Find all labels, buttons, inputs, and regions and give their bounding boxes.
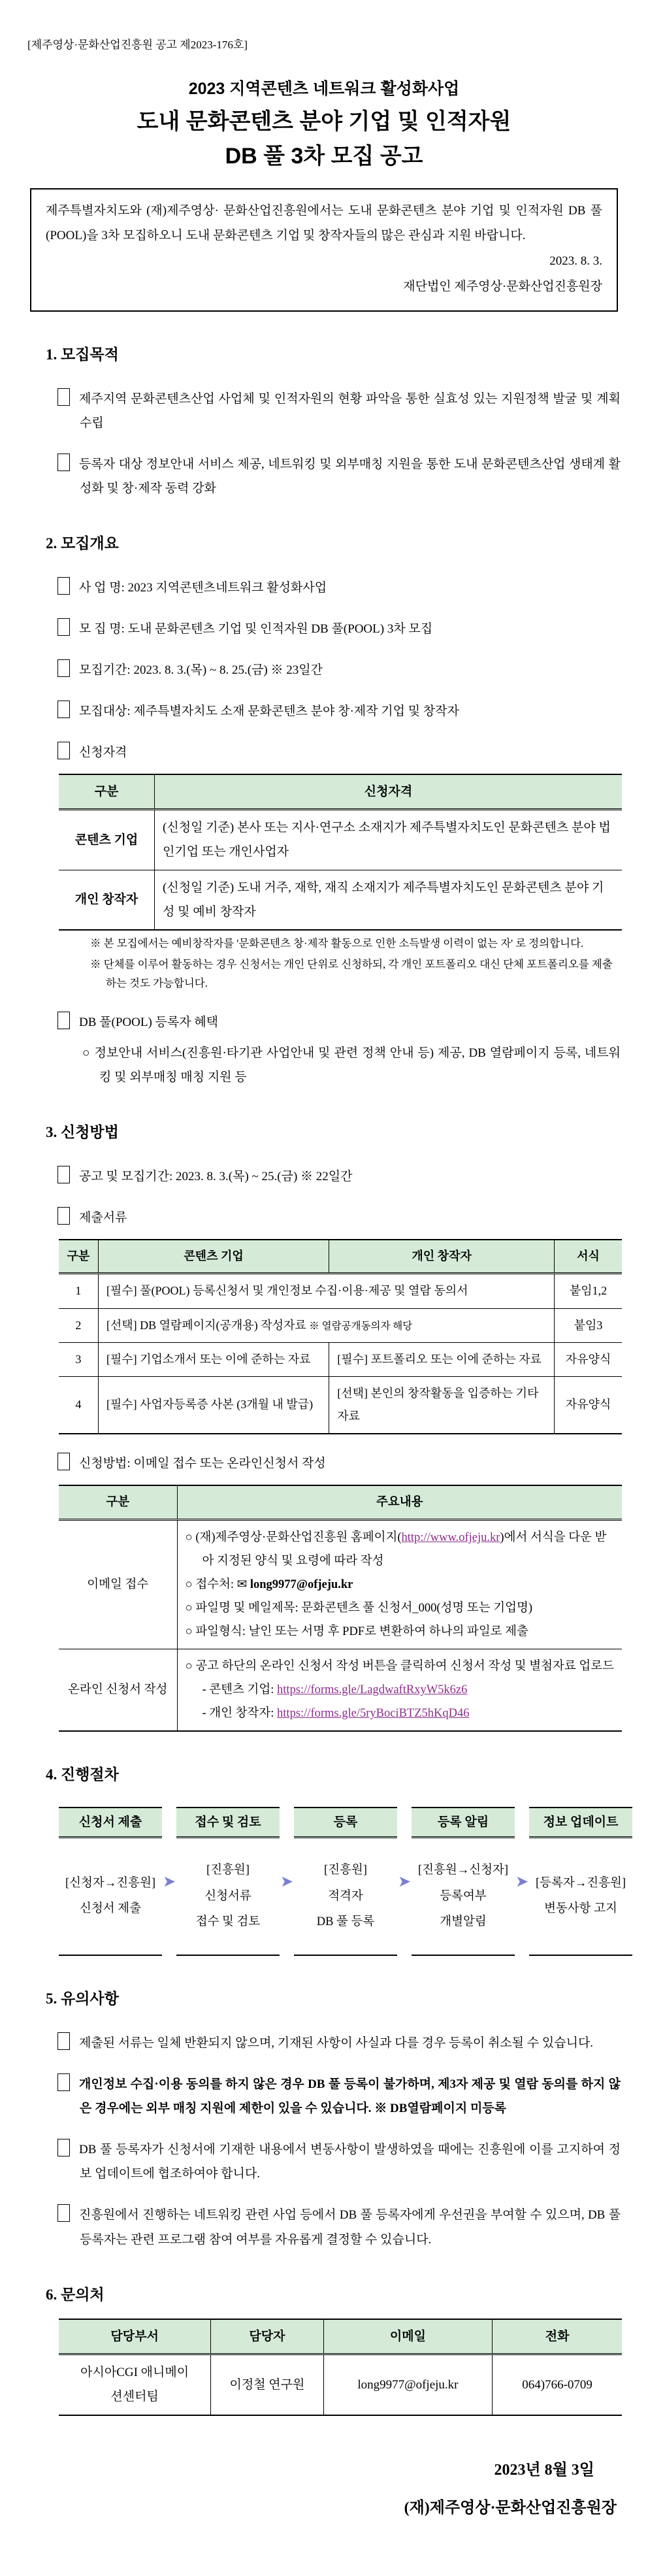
s5-item-1-text: 제출된 서류는 일체 반환되지 않으며, 기재된 사항이 사실과 다를 경우 등록이 취소될 수 있습니다. (79, 2036, 594, 2051)
intro-box (30, 188, 618, 312)
contact-phone: 064)766-0709 (493, 2354, 622, 2415)
section-3-title: 3. 신청방법 (46, 1124, 119, 1141)
docs-row1-no: 1 (59, 1274, 98, 1308)
intro-text: 제주특별자치도와 (재)제주영상· 문화산업진흥원에서는 도내 문화콘텐츠 분야 기업 및 인적자원 DB 풀(POOL)을 3차 모집하오니 도내 문화콘텐츠 기업 및 창작자들의 많은 관심과 지원 바랍니다. (46, 203, 602, 243)
s2-item-2 (57, 617, 621, 641)
s2-item-4 (57, 699, 621, 723)
table-row (59, 870, 622, 930)
method-col-type: 구분 (59, 1485, 177, 1520)
contact-col-phone: 전화 (493, 2319, 622, 2354)
s2-benefit (57, 1010, 621, 1034)
checkbox-icon (57, 2139, 70, 2156)
docs-row2-no: 2 (59, 1308, 98, 1342)
eligibility-note-1: ※ 본 모집에서는 예비창작자를 '문화콘텐츠 창·제작 활동으로 인한 소득발생 이력이 없는 자' 로 정의합니다. (90, 936, 584, 949)
s1-item-2 (57, 452, 621, 501)
flow-step-1-line2: 신청서 제출 (80, 1902, 141, 1916)
docs-row3-company: [필수] 기업소개서 또는 이에 준하는 자료 (98, 1342, 329, 1376)
section-5-title: 5. 유의사항 (46, 1990, 119, 2007)
section-6-title: 6. 문의처 (46, 2286, 105, 2303)
creator-form-link[interactable]: https://forms.gle/5ryBociBTZ5hKqD46 (277, 1707, 470, 1721)
s5-item-2-text: 개인정보 수집·이용 동의를 하지 않은 경우 DB 풀 등록이 불가하며, 제3자 제공 및 열람 동의를 하지 않은 경우에는 외부 매칭 지원에 제한이 있을 수 있습니다. ※ DB열람페이지 미등록 (79, 2077, 621, 2116)
flow-step-3-line3: DB 풀 등록 (316, 1915, 375, 1929)
s2-item-1-text: 사 업 명: 2023 지역콘텐츠네트워크 활성화사업 (79, 581, 327, 595)
doc-title-line1: 도내 문화콘텐츠 분야 기업 및 인적자원 (137, 109, 511, 135)
checkbox-icon (57, 1453, 70, 1470)
docs-row2-note: ※ 열람공개동의자 해당 (309, 1320, 413, 1332)
flow-step-notify (412, 1807, 515, 1956)
eligibility-col-desc: 신청자격 (155, 774, 622, 810)
email-line-3: ○ 파일명 및 메일제목: 문화콘텐츠 풀 신청서_000(성명 또는 기업명) (185, 1602, 533, 1615)
eligibility-row1-desc: (신청일 기준) 본사 또는 지사·연구소 소재지가 제주특별자치도인 문화콘텐츠 분야 법인기업 또는 개인사업자 (155, 810, 622, 870)
flow-step-4-line3: 개별알림 (440, 1915, 487, 1929)
docs-row4-company: [필수] 사업자등록증 사본 (3개월 내 발급) (98, 1376, 329, 1434)
checkbox-icon (57, 577, 70, 595)
checkbox-icon (57, 1207, 70, 1225)
flow-step-update (529, 1807, 632, 1956)
s2-item-2-text: 모 집 명: 도내 문화콘텐츠 기업 및 인적자원 DB 풀(POOL) 3차 모집 (79, 622, 433, 636)
table-row (59, 2354, 622, 2415)
s1-item-1 (57, 387, 621, 435)
method-email-label: 이메일 접수 (59, 1519, 177, 1649)
table-row (59, 1649, 622, 1732)
docs-col-company: 콘텐츠 기업 (98, 1240, 329, 1274)
intro-signature: 재단법인 제주영상·문화산업진흥원장 (403, 280, 602, 294)
checkbox-icon (57, 454, 70, 471)
email-line-4: ○ 파일형식: 날인 또는 서명 후 PDF로 변환하여 하나의 파일로 제출 (185, 1625, 528, 1639)
doc-title-line2: DB 풀 3차 모집 공고 (225, 143, 423, 169)
s5-item-2 (57, 2072, 621, 2121)
flow-step-3-line2: 적격자 (328, 1889, 363, 1903)
flow-step-4-line2: 등록여부 (440, 1889, 487, 1903)
online-company-pre: - 콘텐츠 기업: (202, 1683, 278, 1697)
s1-item-1-text: 제주지역 문화콘텐츠산업 사업체 및 인적자원의 현황 파악을 통한 실효성 있는 지원정책 발굴 및 계획 수립 (79, 392, 621, 431)
flow-step-4-body (412, 1838, 515, 1956)
s2-item-3 (57, 658, 621, 682)
flow-arrow-icon: ➤ (162, 1872, 176, 1891)
table-row (59, 810, 622, 870)
s5-item-4 (57, 2203, 621, 2251)
eligibility-table (59, 774, 622, 930)
flow-step-1-head: 신청서 제출 (59, 1807, 162, 1838)
flow-step-5-line2: 변동사항 고지 (544, 1902, 617, 1916)
checkbox-icon (57, 701, 70, 718)
s2-benefit-item: ○ 정보안내 서비스(진흥원·타기관 사업안내 및 관련 정책 안내 등) 제공, DB 열람페이지 등록, 네트워킹 및 외부매칭 매칭 지원 등 (82, 1046, 621, 1085)
eligibility-note-2: ※ 단체를 이루어 활동하는 경우 신청서는 개인 단위로 신청하되, 각 개인 포트폴리오 대신 단체 포트폴리오를 제출하는 것도 가능합니다. (90, 958, 613, 990)
s5-item-4-text: 진흥원에서 진행하는 네트워킹 관련 사업 등에서 DB 풀 등록자에게 우선권을 부여할 수 있으며, DB 풀 등록자는 관련 프로그램 참여 여부를 자유롭게 결정할 수 있습니다. (79, 2208, 621, 2247)
flow-step-4-line1: [진흥원→신청자] (417, 1863, 509, 1877)
docs-col-creator: 개인 창작자 (329, 1240, 555, 1274)
docs-row2-text: [선택] DB 열람페이지(공개용) 작성자료 (106, 1318, 306, 1332)
docs-col-form: 서식 (555, 1240, 622, 1274)
section-2-title: 2. 모집개요 (46, 535, 119, 552)
table-row (59, 1342, 622, 1376)
flow-step-1-line1: [신청자→진흥원] (65, 1876, 156, 1890)
s3-method-label (57, 1451, 621, 1476)
email-line1-pre: ○ (재)제주영상·문화산업진흥원 홈페이지( (185, 1530, 402, 1544)
docs-row1-content (98, 1274, 554, 1308)
notice-number: [제주영상·문화산업진흥원 공고 제2023-176호] (27, 39, 248, 51)
flow-step-5-body (529, 1838, 632, 1956)
email-line-2 (186, 1573, 614, 1596)
flow-step-review (176, 1807, 280, 1956)
eligibility-row2-type: 개인 창작자 (74, 893, 138, 907)
flow-step-2-line2: 신청서류 (204, 1889, 251, 1903)
s1-item-2-text: 등록자 대상 정보안내 서비스 제공, 네트워킹 및 외부매칭 지원을 통한 도내 문화콘텐츠산업 생태계 활성화 및 창·제작 동력 강화 (79, 457, 621, 496)
footer-date: 2023년 8월 3일 (494, 2461, 594, 2479)
s2-item-5-text: 신청자격 (79, 746, 127, 760)
flow-step-register (294, 1807, 397, 1956)
section-1-title: 1. 모집목적 (46, 346, 119, 363)
email-line2-pre: ○ 접수처: (185, 1578, 237, 1592)
s5-item-3 (57, 2138, 621, 2186)
s5-item-1 (57, 2031, 621, 2055)
checkbox-icon (57, 1012, 70, 1029)
section-4-title: 4. 진행절차 (46, 1766, 119, 1783)
table-row (59, 1519, 622, 1649)
checkbox-icon (57, 388, 70, 406)
flow-arrow-icon: ➤ (515, 1872, 529, 1891)
eligibility-col-type: 구분 (59, 774, 155, 810)
flow-step-1-body (59, 1838, 162, 1956)
online-creator-pre: - 개인 창작자: (202, 1707, 278, 1721)
email-line1-post: )에서 서식을 다운 받아 지정된 양식 및 요령에 따라 작성 (202, 1530, 607, 1568)
contact-person: 이정철 연구원 (211, 2354, 323, 2415)
s2-item-3-text: 모집기간: 2023. 8. 3.(목) ~ 8. 25.(금) ※ 23일간 (79, 663, 323, 678)
docs-row3-no: 3 (59, 1342, 98, 1376)
s3-period-text: 공고 및 모집기간: 2023. 8. 3.(목) ~ 25.(금) ※ 22일간 (79, 1170, 353, 1184)
doc-subtitle: 2023 지역콘텐츠 네트워크 활성화사업 (188, 80, 460, 99)
checkbox-icon (57, 2073, 70, 2091)
docs-col-no: 구분 (59, 1240, 98, 1274)
contact-email: long9977@ofjeju.kr (323, 2354, 493, 2415)
checkbox-icon (57, 1166, 70, 1183)
envelope-icon: ✉ (236, 1577, 248, 1592)
eligibility-row1-type: 콘텐츠 기업 (59, 810, 155, 870)
s3-docs-label (57, 1206, 621, 1230)
flow-step-submit (59, 1807, 162, 1956)
flow-step-4-head: 등록 알림 (412, 1807, 515, 1838)
method-table (59, 1485, 622, 1732)
online-line-1: ○ 공고 하단의 온라인 신청서 작성 버튼을 클릭하여 신청서 작성 및 별첨자료 업로드 (185, 1660, 614, 1674)
table-row (59, 1376, 622, 1434)
method-email-content (177, 1519, 622, 1649)
contact-col-person: 담당자 (211, 2319, 323, 2354)
flow-step-3-head: 등록 (294, 1807, 397, 1838)
flow-step-2-head: 접수 및 검토 (176, 1807, 280, 1838)
flow-step-3-body (294, 1838, 397, 1956)
intro-date: 2023. 8. 3. (549, 254, 602, 269)
docs-row2-content (98, 1308, 554, 1342)
table-row (59, 1308, 622, 1342)
docs-row2-form: 붙임3 (555, 1308, 622, 1342)
flow-step-5-head: 정보 업데이트 (529, 1807, 632, 1838)
docs-row4-no: 4 (75, 1398, 82, 1412)
docs-row4-creator: [선택] 본인의 창작활동을 입증하는 기타자료 (329, 1376, 555, 1434)
checkbox-icon (57, 742, 70, 759)
s3-docs-label-text: 제출서류 (79, 1211, 127, 1225)
checkbox-icon (57, 2204, 70, 2222)
s3-period (57, 1164, 621, 1189)
contact-col-email: 이메일 (323, 2319, 493, 2354)
process-flow (59, 1807, 634, 1956)
s2-benefit-title: DB 풀(POOL) 등록자 혜택 (79, 1016, 219, 1030)
method-online-label: 온라인 신청서 작성 (68, 1683, 168, 1697)
online-company-line (186, 1678, 614, 1702)
flow-step-2-body (176, 1838, 280, 1956)
homepage-link[interactable]: http://www.ofjeju.kr (401, 1530, 500, 1544)
contact-col-dept: 담당부서 (59, 2319, 211, 2354)
docs-row3-form: 자유양식 (555, 1342, 622, 1376)
method-online-content (177, 1649, 622, 1732)
contact-dept: 아시아CGI 애니메이션센터팀 (80, 2366, 189, 2404)
checkbox-icon (57, 659, 70, 677)
docs-row4-form: 자유양식 (555, 1376, 622, 1434)
flow-step-5-line1: [등록자→진흥원] (535, 1876, 626, 1890)
contact-table (59, 2319, 622, 2415)
flow-arrow-icon: ➤ (280, 1872, 294, 1891)
s3-method-label-text: 신청방법: 이메일 접수 또는 온라인신청서 작성 (79, 1456, 326, 1470)
documents-table (59, 1239, 622, 1434)
s5-item-3-text: DB 풀 등록자가 신청서에 기재한 내용에서 변동사항이 발생하였을 때에는 진흥원에 이를 고지하여 정보 업데이트에 협조하여야 합니다. (79, 2143, 621, 2181)
flow-step-2-line1: [진흥원] (206, 1863, 250, 1877)
email-line-1 (186, 1526, 614, 1573)
s2-item-1 (57, 576, 621, 600)
footer-signer: (재)제주영상·문화산업진흥원장 (404, 2500, 617, 2517)
flow-arrow-icon: ➤ (397, 1872, 412, 1891)
s2-item-4-text: 모집대상: 제주특별자치도 소재 문화콘텐츠 분야 창·제작 기업 및 창작자 (79, 704, 459, 719)
checkbox-icon (57, 2032, 70, 2050)
company-form-link[interactable]: https://forms.gle/LagdwaftRxyW5k6z6 (277, 1683, 468, 1697)
reception-email: long9977@ofjeju.kr (250, 1578, 353, 1592)
checkbox-icon (57, 618, 70, 636)
online-creator-line (186, 1702, 614, 1725)
flow-step-2-line3: 접수 및 검토 (195, 1915, 261, 1929)
docs-row1-text: [필수] 풀(POOL) 등록신청서 및 개인정보 수집·이용·제공 및 열람 동의서 (106, 1284, 468, 1298)
flow-step-3-line1: [진흥원] (324, 1863, 367, 1877)
method-col-content: 주요내용 (177, 1485, 622, 1520)
eligibility-row2-desc: (신청일 기준) 도내 거주, 재학, 재직 소재지가 제주특별자치도인 문화콘텐츠 분야 기성 및 예비 창작자 (155, 870, 622, 930)
docs-row1-form: 붙임1,2 (555, 1274, 622, 1308)
s2-item-5 (57, 740, 621, 765)
table-row (59, 1274, 622, 1308)
docs-row3-creator: [필수] 포트폴리오 또는 이에 준하는 자료 (329, 1342, 555, 1376)
